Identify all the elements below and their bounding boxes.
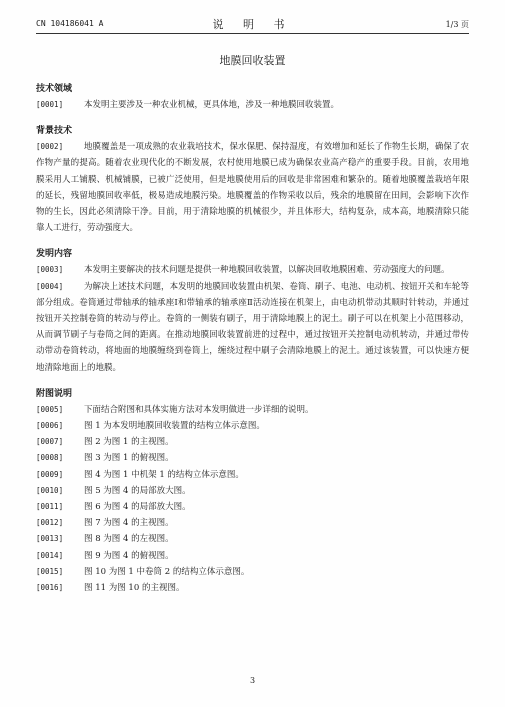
paragraph-number: [0013] <box>36 534 64 544</box>
paragraph-text: 图 9 为图 4 的俯视图。 <box>84 550 174 561</box>
doc-number: CN 104186041 A <box>36 19 104 28</box>
paragraph-number: [0001] <box>36 100 64 109</box>
paragraph <box>36 279 469 376</box>
document-title: 地膜回收装置 <box>219 54 286 67</box>
paragraph-text: 图 2 为图 1 的主视图。 <box>84 437 174 448</box>
page-info: 1/3 页 <box>445 20 469 29</box>
paragraph-number: [0015] <box>36 566 64 576</box>
paragraph-number: [0011] <box>36 501 64 511</box>
paragraph-number: [0014] <box>36 550 64 560</box>
paragraph-text: 地膜覆盖是一项成熟的农业栽培技术，保水保肥、保持湿度，有效增加和延长了作物生长期，确保了农作物产量的提高。随着农业现代化的不断发展，农村使用地膜已成为确保农业高产稳产的重要手段。目前，农用地膜采用人工铺膜、机械铺膜，已被广泛使用，但是地膜使用后的回收是非常困难和繁杂的。随着地膜覆盖栽培年限的延长，残留地膜回收率低，极易造成地膜污染。地膜覆盖的作物采收以后，残余的地膜留在田间，会影响下次作物的生长，因此必须清除干净。目前，用于清除地膜的机械很少，并且体形大，结构复杂，成本高，地膜清除只能靠人工进行，劳动强度大。 <box>36 142 469 234</box>
paragraph-text: 图 4 为图 1 中机架 1 的结构立体示意图。 <box>84 469 244 480</box>
paragraph-number: [0008] <box>36 453 64 463</box>
paragraph <box>36 262 469 278</box>
list-item <box>36 434 469 450</box>
paragraph-number: [0007] <box>36 437 64 447</box>
paragraph-text: 图 6 为图 4 的局部放大图。 <box>84 501 191 512</box>
section-tech-field <box>36 82 469 113</box>
paragraph-text: 下面结合附图和具体实施方法对本发明做进一步详细的说明。 <box>84 404 314 415</box>
document-body <box>36 82 469 596</box>
paragraph-text: 图 1 为本发明地膜回收装置的结构立体示意图。 <box>84 421 265 432</box>
list-item <box>36 467 469 483</box>
section-invention <box>36 247 469 375</box>
section-heading: 附图说明 <box>36 388 73 399</box>
paragraph-number: [0012] <box>36 518 64 528</box>
page-header <box>36 16 469 30</box>
page-number: 3 <box>249 676 256 685</box>
paragraph-text: 图 11 为图 10 的主视图。 <box>84 582 185 593</box>
list-item <box>36 418 469 434</box>
paragraph-text: 图 10 为图 1 中卷筒 2 的结构立体示意图。 <box>84 566 250 577</box>
section-heading: 背景技术 <box>36 126 73 137</box>
paragraph-number: [0010] <box>36 485 64 495</box>
list-item <box>36 499 469 515</box>
paragraph-text: 图 3 为图 1 的俯视图。 <box>84 453 174 464</box>
section-heading: 技术领域 <box>36 84 73 94</box>
paragraph-text: 图 8 为图 4 的左视图。 <box>84 534 174 545</box>
paragraph <box>36 139 469 236</box>
paragraph-number: [0006] <box>36 421 64 431</box>
paragraph-number: [0016] <box>36 582 64 592</box>
section-background <box>36 124 469 236</box>
paragraph-number: [0005] <box>36 404 64 414</box>
list-item <box>36 580 469 596</box>
paragraph-text: 本发明主要解决的技术问题是提供一种地膜回收装置，以解决回收地膜困难、劳动强度大的问题。 <box>84 265 450 276</box>
paragraph-text: 本发明主要涉及一种农业机械，更具体地，涉及一种地膜回收装置。 <box>84 100 340 110</box>
paragraph-number: [0003] <box>36 265 64 275</box>
list-item <box>36 531 469 547</box>
paragraph-number: [0004] <box>36 281 64 291</box>
section-drawings <box>36 387 469 596</box>
paragraph-text: 图 5 为图 4 的局部放大图。 <box>84 485 191 496</box>
list-item <box>36 548 469 564</box>
paragraph-number: [0002] <box>36 142 64 152</box>
paragraph-text: 为解决上述技术问题，本发明的地膜回收装置由机架、卷筒、刷子、电池、电动机、按钮开关和车轮等部分组成。卷筒通过带轴承的轴承座Ⅰ和带轴承的轴承座Ⅱ活动连接在机架上，由电动机带动其顺时针转动，并通过按钮开关控制卷筒的转动与停止。卷筒的一侧装有刷子，用于清除地膜上的泥土。刷子可以在机架上小范围移动，从而调节刷子与卷筒之间的距离。在推动地膜回收装置前进的过程中，通过按钮开关控制电动机转动，并通过带传动带动卷筒转动，将地面的地膜缠绕到卷筒上，缠绕过程中刷子会清除地膜上的泥土。通过该装置，可以快速方便地清除地面上的地膜。 <box>36 281 469 373</box>
list-item <box>36 515 469 531</box>
paragraph <box>36 97 469 113</box>
doc-type-title: 说 明 书 <box>212 18 293 31</box>
header-rule <box>36 33 469 34</box>
paragraph-number: [0009] <box>36 469 64 479</box>
section-heading: 发明内容 <box>36 249 73 260</box>
list-item <box>36 402 469 418</box>
list-item <box>36 564 469 580</box>
list-item <box>36 450 469 466</box>
list-item <box>36 483 469 499</box>
paragraph-text: 图 7 为图 4 的主视图。 <box>84 518 174 529</box>
